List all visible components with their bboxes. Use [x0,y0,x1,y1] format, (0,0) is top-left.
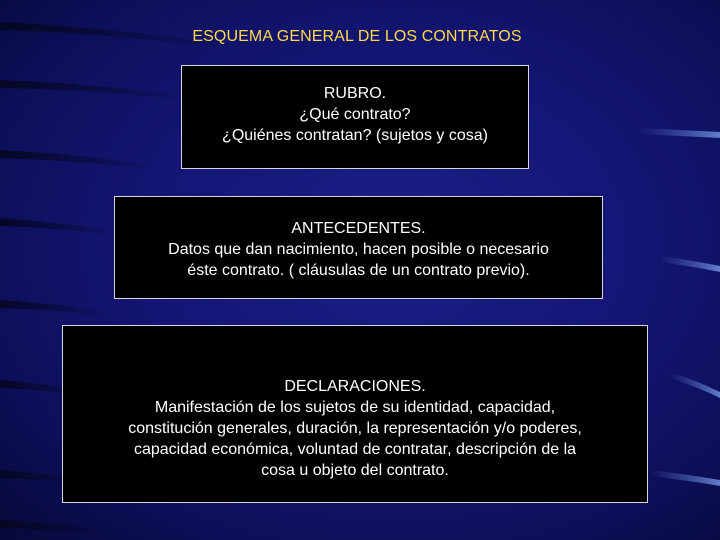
antecedentes-heading: ANTECEDENTES. [291,220,426,237]
streak-right [640,128,720,138]
box-rubro [181,65,529,169]
antecedentes-line: éste contrato. ( cláusulas de un contrato previo). [187,262,530,279]
rubro-line: ¿Quiénes contratan? (sujetos y cosa) [222,126,488,144]
box-antecedentes [114,196,603,299]
streak-right [650,470,720,486]
streak-left [0,300,110,316]
declaraciones-line: cosa u objeto del contrato. [261,461,449,479]
streak-left [0,80,190,101]
streak-right [660,256,720,272]
box-declaraciones [62,325,648,503]
streak-left [0,520,110,534]
streak-left [0,150,160,171]
streak-right [670,372,720,398]
declaraciones-line: constitución generales, duración, la representación y/o poderes, [128,419,582,437]
streak-left [0,218,120,236]
declaraciones-line: capacidad económica, voluntad de contratar, descripción de la [133,440,577,458]
declaraciones-heading: DECLARACIONES. [284,377,426,395]
rubro-line: ¿Qué contrato? [299,105,411,123]
declaraciones-line: Manifestación de los sujetos de su identidad, capacidad, [154,398,556,416]
slide-title: ESQUEMA GENERAL DE LOS CONTRATOS [192,28,522,45]
rubro-heading: RUBRO. [323,84,387,102]
antecedentes-line: Datos que dan nacimiento, hacen posible o necesario [168,241,549,258]
